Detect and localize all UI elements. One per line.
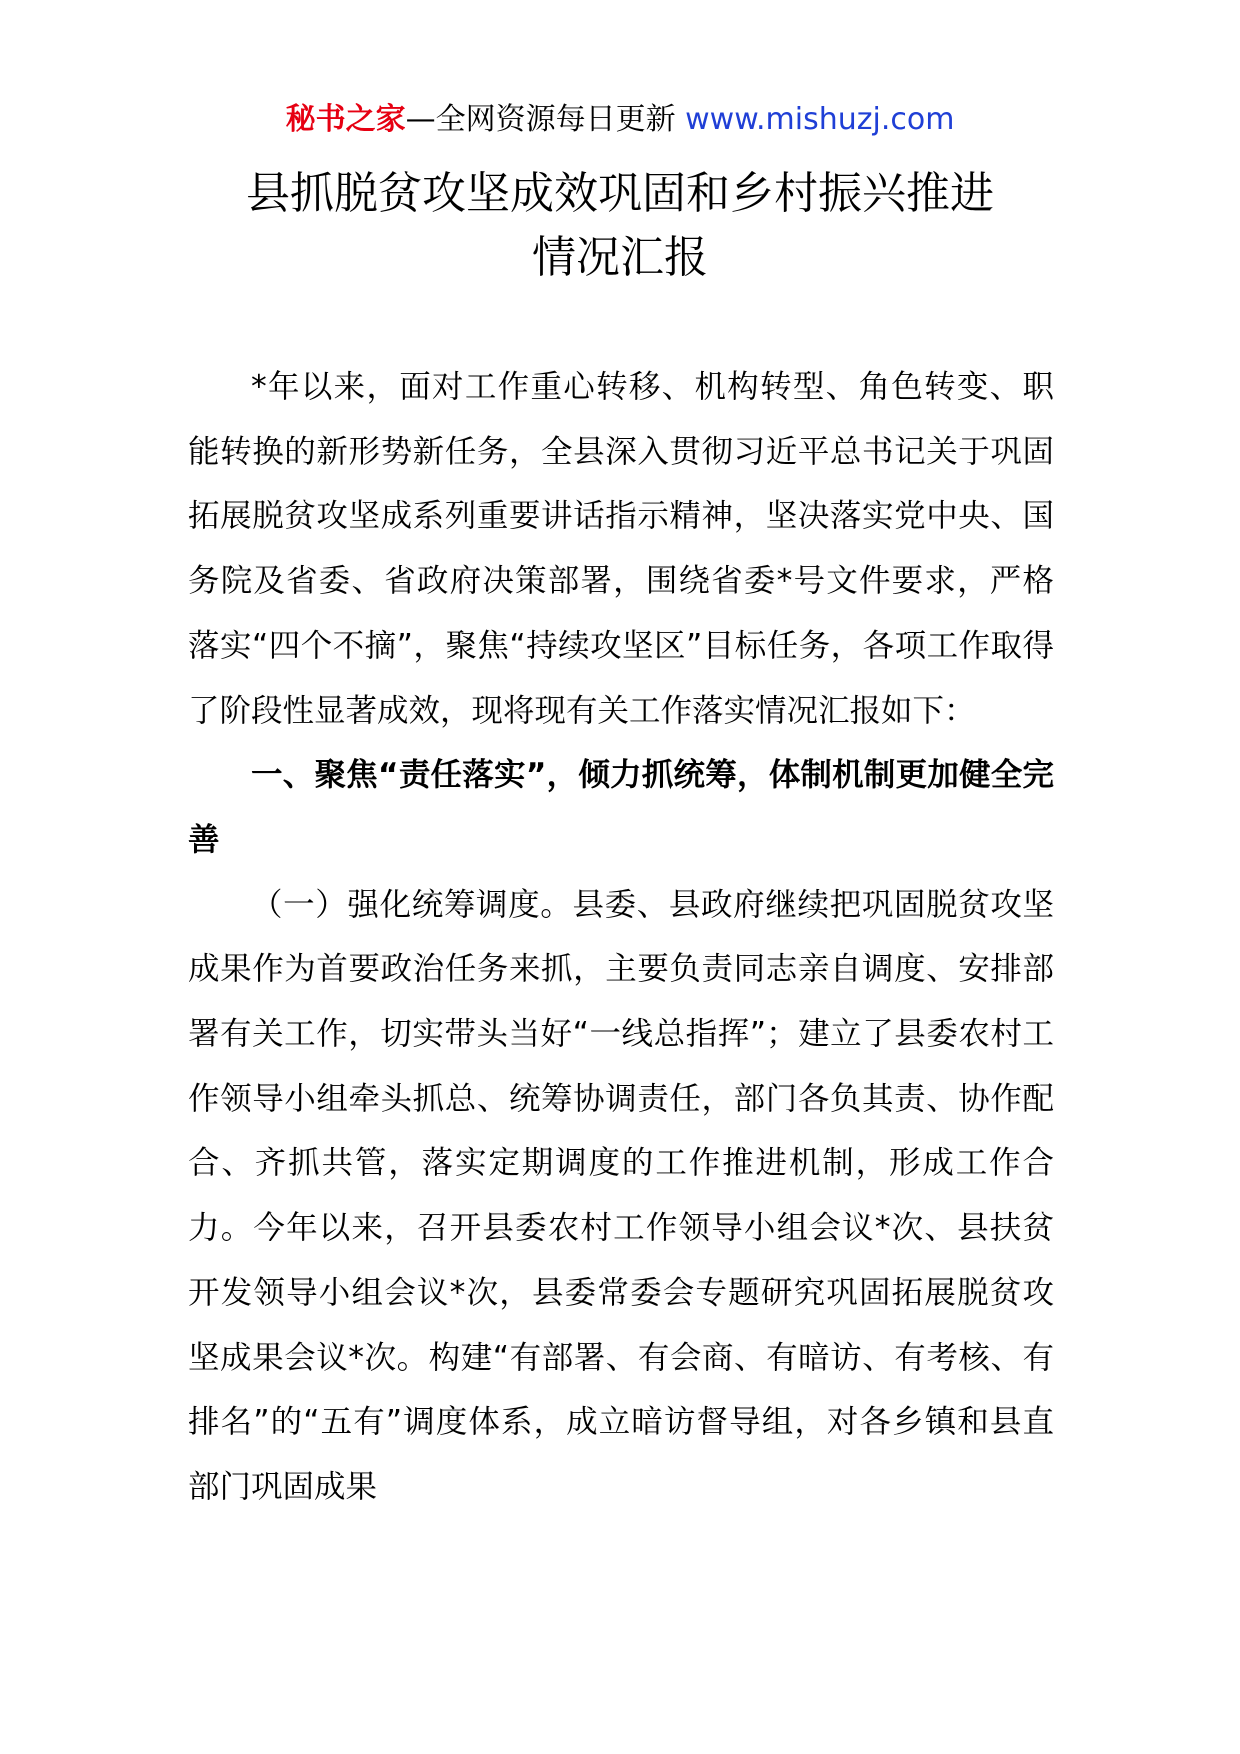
document-title [0,162,1240,290]
title-line-2: 情况汇报 [532,232,708,283]
intro-paragraph: *年以来，面对工作重心转移、机构转型、角色转变、职能转换的新形势新任务，全县深入贯彻习近平总书记关于巩固拓展脱贫攻坚成系列重要讲话指示精神，坚决落实党中央、国务院及省委、省政府决策部署，围绕省委*号文件要求，严格落实“四个不摘”，聚焦“持续攻坚区”目标任务，各项工作取得了阶段性显著成效，现将现有关工作落实情况汇报如下： [188,369,1054,729]
brand-name: 秘书之家 [285,102,406,137]
section-heading-1: 一、聚焦“责任落实”，倾力抓统筹，体制机制更加健全完善 [188,757,1054,858]
site-url-link[interactable]: www.mishuzj.com [685,102,955,137]
header-tagline: —全网资源每日更新 [405,102,686,137]
title-line-1: 县抓脱贫攻坚成效巩固和乡村振兴推进 [246,168,994,219]
watermark-header [0,100,1240,140]
document-body [188,355,1054,1520]
section-1-paragraph-1: （一）强化统筹调度。县委、县政府继续把巩固脱贫攻坚成果作为首要政治任务来抓，主要负责同志亲自调度、安排部署有关工作，切实带头当好“一线总指挥”；建立了县委农村工作领导小组牵头抓总、统筹协调责任，部门各负其责、协作配合、齐抓共管，落实定期调度的工作推进机制，形成工作合力。今年以来，召开县委农村工作领导小组会议*次、县扶贫开发领导小组会议*次，县委常委会专题研究巩固拓展脱贫攻坚成果会议*次。构建“有部署、有会商、有暗访、有考核、有排名”的“五有”调度体系，成立暗访督导组，对各乡镇和县直部门巩固成果 [188,886,1054,1505]
